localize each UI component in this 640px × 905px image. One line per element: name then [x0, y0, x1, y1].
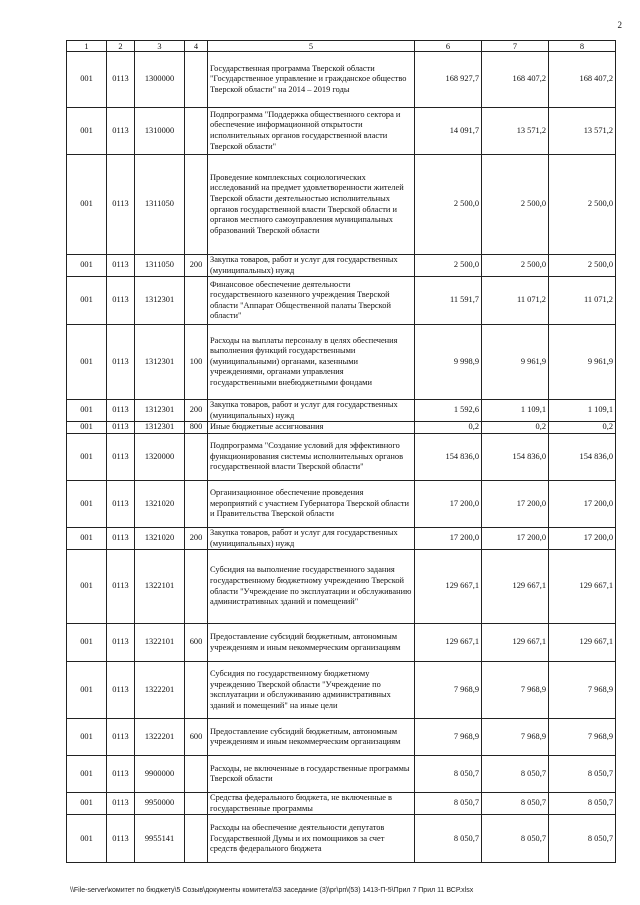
table-row: [67, 277, 616, 325]
admin-code-cell: 001: [67, 108, 107, 155]
target-article-cell: 1322101: [135, 624, 185, 662]
table-row: [67, 815, 616, 863]
target-article-cell: 9950000: [135, 793, 185, 815]
amount-col6-cell: 129 667,1: [415, 624, 482, 662]
section-code-cell: 0113: [107, 433, 135, 480]
amount-col8-cell: 129 667,1: [549, 550, 616, 624]
expense-type-cell: [185, 433, 208, 480]
table-row: [67, 480, 616, 527]
admin-code-cell: 001: [67, 422, 107, 434]
amount-col6-cell: 8 050,7: [415, 815, 482, 863]
header-cell: 2: [107, 41, 135, 52]
section-code-cell: 0113: [107, 255, 135, 277]
amount-col6-cell: 11 591,7: [415, 277, 482, 325]
description-cell: Закупка товаров, работ и услуг для государственных (муниципальных) нужд: [208, 400, 415, 422]
expense-type-cell: [185, 756, 208, 793]
amount-col6-cell: 154 836,0: [415, 433, 482, 480]
section-code-cell: 0113: [107, 815, 135, 863]
expense-type-cell: [185, 155, 208, 255]
table-row: [67, 52, 616, 108]
expense-type-cell: 200: [185, 400, 208, 422]
expense-type-cell: 600: [185, 624, 208, 662]
amount-col7-cell: 154 836,0: [482, 433, 549, 480]
amount-col8-cell: 154 836,0: [549, 433, 616, 480]
amount-col6-cell: 168 927,7: [415, 52, 482, 108]
expense-type-cell: [185, 52, 208, 108]
target-article-cell: 9955141: [135, 815, 185, 863]
table-row: [67, 255, 616, 277]
section-code-cell: 0113: [107, 422, 135, 434]
expense-type-cell: 200: [185, 255, 208, 277]
section-code-cell: 0113: [107, 756, 135, 793]
amount-col7-cell: 7 968,9: [482, 662, 549, 719]
page-number: 2: [617, 20, 622, 30]
admin-code-cell: 001: [67, 400, 107, 422]
section-code-cell: 0113: [107, 108, 135, 155]
table-row: [67, 400, 616, 422]
column-number-header: [67, 41, 616, 52]
admin-code-cell: 001: [67, 815, 107, 863]
header-cell: 6: [415, 41, 482, 52]
expense-type-cell: [185, 108, 208, 155]
target-article-cell: 1322101: [135, 550, 185, 624]
amount-col8-cell: 2 500,0: [549, 155, 616, 255]
amount-col6-cell: 1 592,6: [415, 400, 482, 422]
table-row: [67, 624, 616, 662]
amount-col6-cell: 8 050,7: [415, 756, 482, 793]
amount-col8-cell: 7 968,9: [549, 662, 616, 719]
amount-col8-cell: 17 200,0: [549, 480, 616, 527]
header-cell: 7: [482, 41, 549, 52]
description-cell: Предоставление субсидий бюджетным, автономным учреждениям и иным некоммерческим организациям: [208, 624, 415, 662]
description-cell: Средства федерального бюджета, не включенные в государственные программы: [208, 793, 415, 815]
amount-col8-cell: 11 071,2: [549, 277, 616, 325]
amount-col6-cell: 8 050,7: [415, 793, 482, 815]
description-cell: Расходы на обеспечение деятельности депутатов Государственной Думы и их помощников за счет средств федерального бюджета: [208, 815, 415, 863]
target-article-cell: 1312301: [135, 400, 185, 422]
amount-col6-cell: 129 667,1: [415, 550, 482, 624]
target-article-cell: 1300000: [135, 52, 185, 108]
amount-col6-cell: 14 091,7: [415, 108, 482, 155]
table-row: [67, 793, 616, 815]
amount-col6-cell: 7 968,9: [415, 719, 482, 756]
section-code-cell: 0113: [107, 624, 135, 662]
budget-table: [66, 40, 616, 863]
expense-type-cell: 100: [185, 325, 208, 400]
target-article-cell: 1321020: [135, 527, 185, 549]
table-row: [67, 527, 616, 549]
amount-col6-cell: 17 200,0: [415, 527, 482, 549]
header-cell: 4: [185, 41, 208, 52]
amount-col7-cell: 168 407,2: [482, 52, 549, 108]
amount-col7-cell: 2 500,0: [482, 155, 549, 255]
admin-code-cell: 001: [67, 433, 107, 480]
amount-col6-cell: 2 500,0: [415, 155, 482, 255]
amount-col8-cell: 13 571,2: [549, 108, 616, 155]
expense-type-cell: [185, 815, 208, 863]
section-code-cell: 0113: [107, 155, 135, 255]
amount-col8-cell: 9 961,9: [549, 325, 616, 400]
table-row: [67, 422, 616, 434]
target-article-cell: 1310000: [135, 108, 185, 155]
header-cell: 8: [549, 41, 616, 52]
description-cell: Закупка товаров, работ и услуг для государственных (муниципальных) нужд: [208, 255, 415, 277]
section-code-cell: 0113: [107, 325, 135, 400]
description-cell: Иные бюджетные ассигнования: [208, 422, 415, 434]
section-code-cell: 0113: [107, 793, 135, 815]
target-article-cell: 1322201: [135, 662, 185, 719]
admin-code-cell: 001: [67, 719, 107, 756]
description-cell: Проведение комплексных социологических исследований на предмет удовлетворенности жителей Тверской области деятельностью исполнительных органов государственной власти Тверской области и органов местного самоуправления муниципальных образований Тверской области: [208, 155, 415, 255]
table-row: [67, 550, 616, 624]
target-article-cell: 1312301: [135, 422, 185, 434]
amount-col8-cell: 1 109,1: [549, 400, 616, 422]
table-row: [67, 662, 616, 719]
admin-code-cell: 001: [67, 255, 107, 277]
amount-col8-cell: 8 050,7: [549, 793, 616, 815]
amount-col8-cell: 7 968,9: [549, 719, 616, 756]
description-cell: Субсидия на выполнение государственного задания государственному бюджетному учреждению Тверской области "Учреждение по эксплуатации и обслуживанию административных зданий и помещений": [208, 550, 415, 624]
section-code-cell: 0113: [107, 277, 135, 325]
admin-code-cell: 001: [67, 662, 107, 719]
target-article-cell: 1322201: [135, 719, 185, 756]
amount-col8-cell: 17 200,0: [549, 527, 616, 549]
expense-type-cell: [185, 277, 208, 325]
admin-code-cell: 001: [67, 550, 107, 624]
description-cell: Расходы, не включенные в государственные программы Тверской области: [208, 756, 415, 793]
table-row: [67, 719, 616, 756]
admin-code-cell: 001: [67, 325, 107, 400]
amount-col6-cell: 7 968,9: [415, 662, 482, 719]
admin-code-cell: 001: [67, 155, 107, 255]
description-cell: Финансовое обеспечение деятельности государственного казенного учреждения Тверской области "Аппарат Общественной палаты Тверской области": [208, 277, 415, 325]
admin-code-cell: 001: [67, 480, 107, 527]
amount-col7-cell: 8 050,7: [482, 815, 549, 863]
amount-col6-cell: 0,2: [415, 422, 482, 434]
amount-col8-cell: 0,2: [549, 422, 616, 434]
admin-code-cell: 001: [67, 527, 107, 549]
expense-type-cell: [185, 480, 208, 527]
section-code-cell: 0113: [107, 480, 135, 527]
admin-code-cell: 001: [67, 624, 107, 662]
target-article-cell: 1311050: [135, 255, 185, 277]
header-cell: 5: [208, 41, 415, 52]
admin-code-cell: 001: [67, 793, 107, 815]
amount-col6-cell: 9 998,9: [415, 325, 482, 400]
admin-code-cell: 001: [67, 277, 107, 325]
target-article-cell: 1311050: [135, 155, 185, 255]
amount-col7-cell: 129 667,1: [482, 624, 549, 662]
section-code-cell: 0113: [107, 527, 135, 549]
section-code-cell: 0113: [107, 550, 135, 624]
table-row: [67, 155, 616, 255]
amount-col7-cell: 13 571,2: [482, 108, 549, 155]
section-code-cell: 0113: [107, 662, 135, 719]
amount-col8-cell: 8 050,7: [549, 756, 616, 793]
expense-type-cell: [185, 550, 208, 624]
description-cell: Субсидия по государственному бюджетному учреждению Тверской области "Учреждение по эксплуатации и обслуживанию административных зданий и помещений" на иные цели: [208, 662, 415, 719]
target-article-cell: 1312301: [135, 325, 185, 400]
header-cell: 1: [67, 41, 107, 52]
description-cell: Подпрограмма "Поддержка общественного сектора и обеспечение информационной открытости исполнительных органов государственной власти Тверской области": [208, 108, 415, 155]
section-code-cell: 0113: [107, 400, 135, 422]
amount-col8-cell: 2 500,0: [549, 255, 616, 277]
expense-type-cell: [185, 662, 208, 719]
amount-col7-cell: 2 500,0: [482, 255, 549, 277]
amount-col7-cell: 17 200,0: [482, 527, 549, 549]
amount-col7-cell: 0,2: [482, 422, 549, 434]
amount-col8-cell: 129 667,1: [549, 624, 616, 662]
amount-col6-cell: 2 500,0: [415, 255, 482, 277]
table-row: [67, 756, 616, 793]
description-cell: Подпрограмма "Создание условий для эффективного функционирования системы исполнительных органов государственной власти Тверской области": [208, 433, 415, 480]
amount-col7-cell: 1 109,1: [482, 400, 549, 422]
table-row: [67, 108, 616, 155]
description-cell: Организационное обеспечение проведения мероприятий с участием Губернатора Тверской области и Правительства Тверской области: [208, 480, 415, 527]
section-code-cell: 0113: [107, 719, 135, 756]
expense-type-cell: [185, 793, 208, 815]
table-row: [67, 325, 616, 400]
amount-col7-cell: 8 050,7: [482, 756, 549, 793]
amount-col7-cell: 17 200,0: [482, 480, 549, 527]
expense-type-cell: 800: [185, 422, 208, 434]
header-cell: 3: [135, 41, 185, 52]
amount-col7-cell: 8 050,7: [482, 793, 549, 815]
table-row: [67, 433, 616, 480]
target-article-cell: 1320000: [135, 433, 185, 480]
description-cell: Расходы на выплаты персоналу в целях обеспечения выполнения функций государственными (муниципальными) органами, казенными учреждениями, органами управления государственными внебюджетными фондами: [208, 325, 415, 400]
amount-col7-cell: 7 968,9: [482, 719, 549, 756]
amount-col6-cell: 17 200,0: [415, 480, 482, 527]
expense-type-cell: 200: [185, 527, 208, 549]
description-cell: Закупка товаров, работ и услуг для государственных (муниципальных) нужд: [208, 527, 415, 549]
amount-col8-cell: 168 407,2: [549, 52, 616, 108]
admin-code-cell: 001: [67, 52, 107, 108]
amount-col7-cell: 11 071,2: [482, 277, 549, 325]
section-code-cell: 0113: [107, 52, 135, 108]
amount-col8-cell: 8 050,7: [549, 815, 616, 863]
expense-type-cell: 600: [185, 719, 208, 756]
amount-col7-cell: 129 667,1: [482, 550, 549, 624]
description-cell: Предоставление субсидий бюджетным, автономным учреждениям и иным некоммерческим организациям: [208, 719, 415, 756]
admin-code-cell: 001: [67, 756, 107, 793]
target-article-cell: 1312301: [135, 277, 185, 325]
target-article-cell: 1321020: [135, 480, 185, 527]
description-cell: Государственная программа Тверской области "Государственное управление и гражданское общество Тверской области" на 2014 – 2019 годы: [208, 52, 415, 108]
file-path-footer: \\File-server\комитет по бюджету\5 Созыв\документы комитета\53 заседание (3)\рг\рп\(53) 1413-П-5\Прил 7 Прил 11 ВСР.xlsx: [70, 887, 474, 894]
target-article-cell: 9900000: [135, 756, 185, 793]
amount-col7-cell: 9 961,9: [482, 325, 549, 400]
